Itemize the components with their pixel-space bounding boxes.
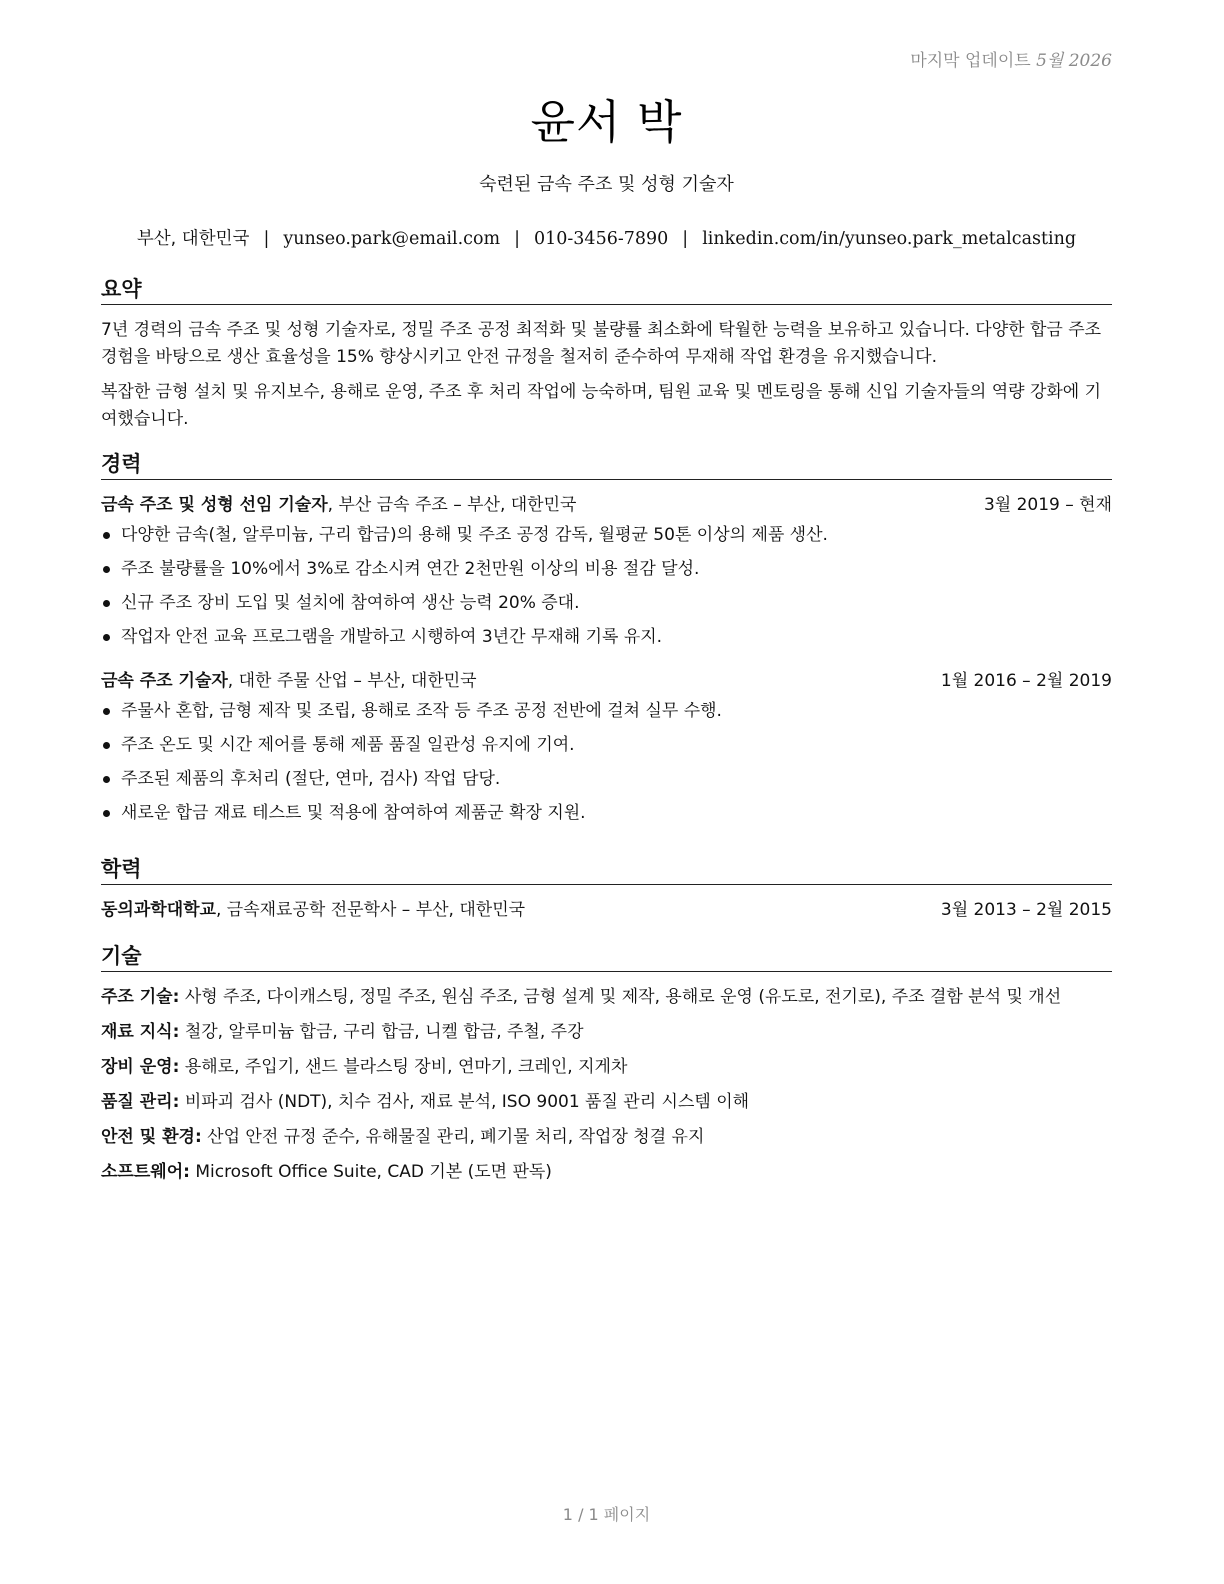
job-company: , 대한 주물 산업 – 부산, 대한민국 [227, 671, 477, 691]
list-item [101, 698, 1112, 724]
skill-label: 품질 관리: [101, 1092, 180, 1112]
job-dates: 1월 2016 – 2월 2019 [940, 671, 1112, 691]
contact-line [81, 225, 1132, 250]
section-title-experience: 경력 [101, 451, 1112, 480]
job-company: , 부산 금속 주조 – 부산, 대한민국 [327, 495, 577, 515]
contact-email[interactable]: yunseo.park@email.com [283, 229, 501, 249]
section-title-skills: 기술 [101, 943, 1112, 972]
summary-paragraph: 복잡한 금형 설치 및 유지보수, 용해로 운영, 주조 후 처리 작업에 능숙하며, 팀원 교육 및 멘토링을 통해 신입 기술자들의 역량 강화에 기여했습니다. [101, 382, 1102, 429]
job-header [101, 492, 1112, 518]
last-updated-label: 마지막 업데이트 [910, 51, 1031, 71]
bullet-text: 주조된 제품의 후처리 (절단, 연마, 검사) 작업 담당. [121, 769, 501, 789]
bullet-icon [103, 810, 110, 817]
skill-label: 주조 기술: [101, 987, 180, 1007]
list-item [101, 732, 1112, 758]
bullet-icon [103, 566, 110, 573]
section-title-summary: 요약 [101, 276, 1112, 305]
bullet-text: 주조 불량률을 10%에서 3%로 감소시켜 연간 2천만원 이상의 비용 절감 달성. [121, 559, 700, 579]
list-item [101, 800, 1112, 826]
job-role: 금속 주조 기술자 [101, 671, 228, 691]
bullet-icon [103, 776, 110, 783]
contact-separator: | [263, 229, 270, 249]
summary-paragraph: 7년 경력의 금속 주조 및 성형 기술자로, 정밀 주조 공정 최적화 및 불량률 최소화에 탁월한 능력을 보유하고 있습니다. 다양한 합금 주조 경험을 바탕으로 생산 효율성을 15% 향상시키고 안전 규정을 철저히 준수하여 무재해 작업 환경을 유지했습니다. [101, 320, 1102, 367]
bullet-text: 다양한 금속(철, 알루미늄, 구리 합금)의 용해 및 주조 공정 감독, 월평균 50톤 이상의 제품 생산. [121, 525, 828, 545]
skill-value: 사형 주조, 다이캐스팅, 정밀 주조, 원심 주조, 금형 설계 및 제작, 용해로 운영 (유도로, 전기로), 주조 결함 분석 및 개선 [184, 987, 1062, 1007]
skill-label: 장비 운영: [101, 1057, 180, 1077]
skill-value: Microsoft Office Suite, CAD 기본 (도면 판독) [195, 1162, 552, 1182]
bullet-icon [103, 708, 110, 715]
skill-value: 철강, 알루미늄 합금, 구리 합금, 니켈 합금, 주철, 주강 [184, 1022, 584, 1042]
skill-label: 소프트웨어: [101, 1162, 190, 1182]
bullet-icon [103, 600, 110, 607]
education-entry [101, 897, 1112, 923]
job-header [101, 668, 1112, 694]
last-updated [910, 46, 1112, 71]
job-role: 금속 주조 및 성형 선임 기술자 [101, 495, 328, 515]
bullet-icon [103, 742, 110, 749]
summary-section [101, 276, 1112, 441]
bullet-icon [103, 634, 110, 641]
skill-value: 산업 안전 규정 준수, 유해물질 관리, 폐기물 처리, 작업장 청결 유지 [207, 1127, 705, 1147]
list-item [101, 624, 1112, 650]
list-item [101, 590, 1112, 616]
contact-separator: | [514, 229, 520, 249]
bullet-text: 주물사 혼합, 금형 제작 및 조립, 용해로 조작 등 주조 공정 전반에 걸쳐 실무 수행. [121, 701, 722, 721]
skill-line [101, 984, 1112, 1011]
skill-line [101, 1159, 1112, 1186]
contact-linkedin[interactable]: linkedin.com/in/yunseo.park_metalcasting [702, 229, 1077, 249]
bullet-text: 새로운 합금 재료 테스트 및 적용에 참여하여 제품군 확장 지원. [121, 803, 586, 823]
education-section [101, 856, 1112, 923]
skill-value: 용해로, 주입기, 샌드 블라스팅 장비, 연마기, 크레인, 지게차 [184, 1057, 628, 1077]
section-title-education: 학력 [101, 856, 1112, 885]
skill-label: 재료 지식: [101, 1022, 180, 1042]
education-school: 동의과학대학교 [101, 900, 216, 920]
experience-section [101, 451, 1112, 834]
job-dates: 3월 2019 – 현재 [983, 495, 1112, 515]
bullet-text: 작업자 안전 교육 프로그램을 개발하고 시행하여 3년간 무재해 기록 유지. [121, 627, 663, 647]
skill-line [101, 1124, 1112, 1151]
list-item [101, 556, 1112, 582]
resume-page [101, 0, 1112, 1584]
list-item [101, 522, 1112, 548]
contact-location: 부산, 대한민국 [136, 229, 250, 249]
skill-line [101, 1089, 1112, 1116]
skill-line [101, 1019, 1112, 1046]
headline: 숙련된 금속 주조 및 성형 기술자 [479, 174, 734, 195]
list-item [101, 766, 1112, 792]
skill-line [101, 1054, 1112, 1081]
job-bullets [101, 522, 1112, 650]
contact-phone[interactable]: 010-3456-7890 [533, 229, 669, 249]
skill-value: 비파괴 검사 (NDT), 치수 검사, 재료 분석, ISO 9001 품질 관리 시스템 이해 [184, 1092, 750, 1112]
job-bullets [101, 698, 1112, 826]
education-detail: , 금속재료공학 전문학사 – 부산, 대한민국 [215, 900, 526, 920]
page-number: 1 / 1 페이지 [562, 1505, 651, 1524]
contact-separator: | [682, 229, 689, 249]
bullet-icon [103, 532, 110, 539]
skill-label: 안전 및 환경: [101, 1127, 202, 1147]
last-updated-date: 5월 2026 [1036, 51, 1112, 71]
skills-section [101, 943, 1112, 1194]
person-name: 윤서 박 [530, 95, 683, 149]
bullet-text: 신규 주조 장비 도입 및 설치에 참여하여 생산 능력 20% 증대. [121, 593, 580, 613]
education-dates: 3월 2013 – 2월 2015 [940, 900, 1112, 920]
bullet-text: 주조 온도 및 시간 제어를 통해 제품 품질 일관성 유지에 기여. [121, 735, 575, 755]
